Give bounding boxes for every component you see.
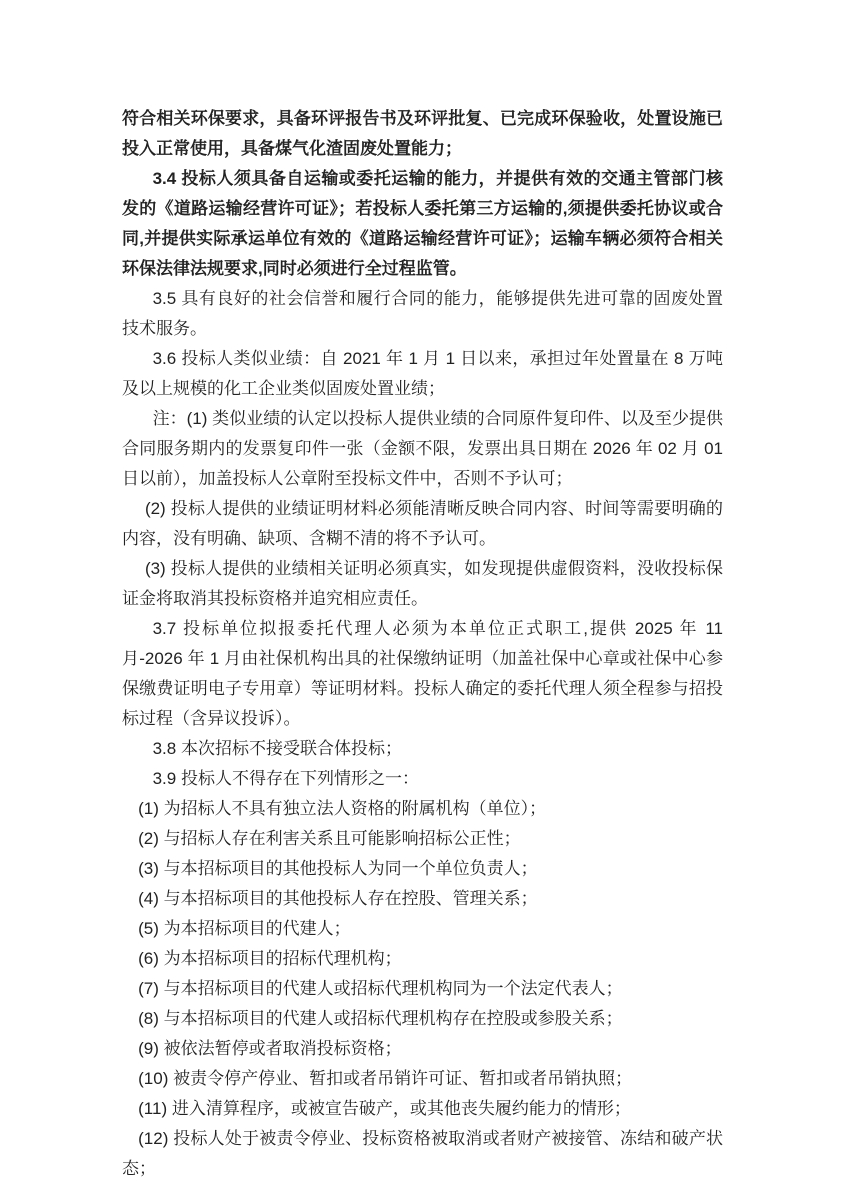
clause-3-9-item-11: (11) 进入清算程序，或被宣告破产，或其他丧失履约能力的情形； [138,1099,631,1118]
clause-3-8: 3.8 本次招标不接受联合体投标； [152,739,402,758]
clause-3-9-item-10: (10) 被责令停产停业、暂扣或者吊销许可证、暂扣或者吊销执照； [138,1069,633,1088]
clause-3-9-item-9: (9) 被依法暂停或者取消投标资格； [138,1039,402,1058]
clause-3-9: 3.9 投标人不得存在下列情形之一： [152,769,419,788]
clause-3-5: 3.5 具有良好的社会信誉和履行合同的能力，能够提供先进可靠的固废处置技术服务。 [122,289,723,338]
clause-3-9-item-3: (3) 与本招标项目的其他投标人为同一个单位负责人； [138,859,538,878]
clause-3-9-item-4: (4) 与本招标项目的其他投标人存在控股、管理关系； [138,889,538,908]
clause-3-4: 3.4 投标人须具备自运输或委托运输的能力，并提供有效的交通主管部门核发的《道路运输经营许可证》；若投标人委托第三方运输的,须提供委托协议或合同,并提供实际承运单位有效的《道路运输经营许可证》；运输车辆必须符合相关环保法律法规要求,同时必须进行全过程监管。 [122,169,723,278]
clause-3-3-continuation: 符合相关环保要求，具备环评报告书及环评批复、已完成环保验收，处置设施已投入正常使用，具备煤气化渣固废处置能力； [122,109,723,158]
clause-3-9-item-6: (6) 为本招标项目的招标代理机构； [138,949,402,968]
clause-3-9-item-1: (1) 为招标人不具有独立法人资格的附属机构（单位）； [138,799,547,818]
clause-3-9-item-5: (5) 为本招标项目的代建人； [138,919,351,938]
clause-3-7: 3.7 投标单位拟报委托代理人必须为本单位正式职工,提供 2025 年 11 月-2026 年 1 月由社保机构出具的社保缴纳证明（加盖社保中心章或社保中心参保缴费证明电子专用章）等证明材料。投标人确定的委托代理人须全程参与招投标过程（含异议投诉）。 [122,619,723,728]
clause-3-9-item-12: (12) 投标人处于被责令停业、投标资格被取消或者财产被接管、冻结和破产状态； [122,1129,723,1178]
clause-3-9-item-8: (8) 与本招标项目的代建人或招标代理机构存在控股或参股关系； [138,1009,623,1028]
document-body [122,104,723,1184]
clause-3-6-note-3: (3) 投标人提供的业绩相关证明必须真实，如发现提供虚假资料，没收投标保证金将取消其投标资格并追究相应责任。 [122,559,723,608]
clause-3-6-note-1: 注：(1) 类似业绩的认定以投标人提供业绩的合同原件复印件、以及至少提供合同服务期内的发票复印件一张（金额不限，发票出具日期在 2026 年 02 月 01 日以前），加盖投标人公章附至投标文件中，否则不予认可； [122,409,723,488]
clause-3-6: 3.6 投标人类似业绩：自 2021 年 1 月 1 日以来，承担过年处置量在 8 万吨及以上规模的化工企业类似固废处置业绩； [122,349,723,398]
clause-3-9-item-7: (7) 与本招标项目的代建人或招标代理机构同为一个法定代表人； [138,979,623,998]
clause-3-9-item-2: (2) 与招标人存在利害关系且可能影响招标公正性； [138,829,521,848]
clause-3-6-note-2: (2) 投标人提供的业绩证明材料必须能清晰反映合同内容、时间等需要明确的内容，没有明确、缺项、含糊不清的将不予认可。 [122,499,723,548]
